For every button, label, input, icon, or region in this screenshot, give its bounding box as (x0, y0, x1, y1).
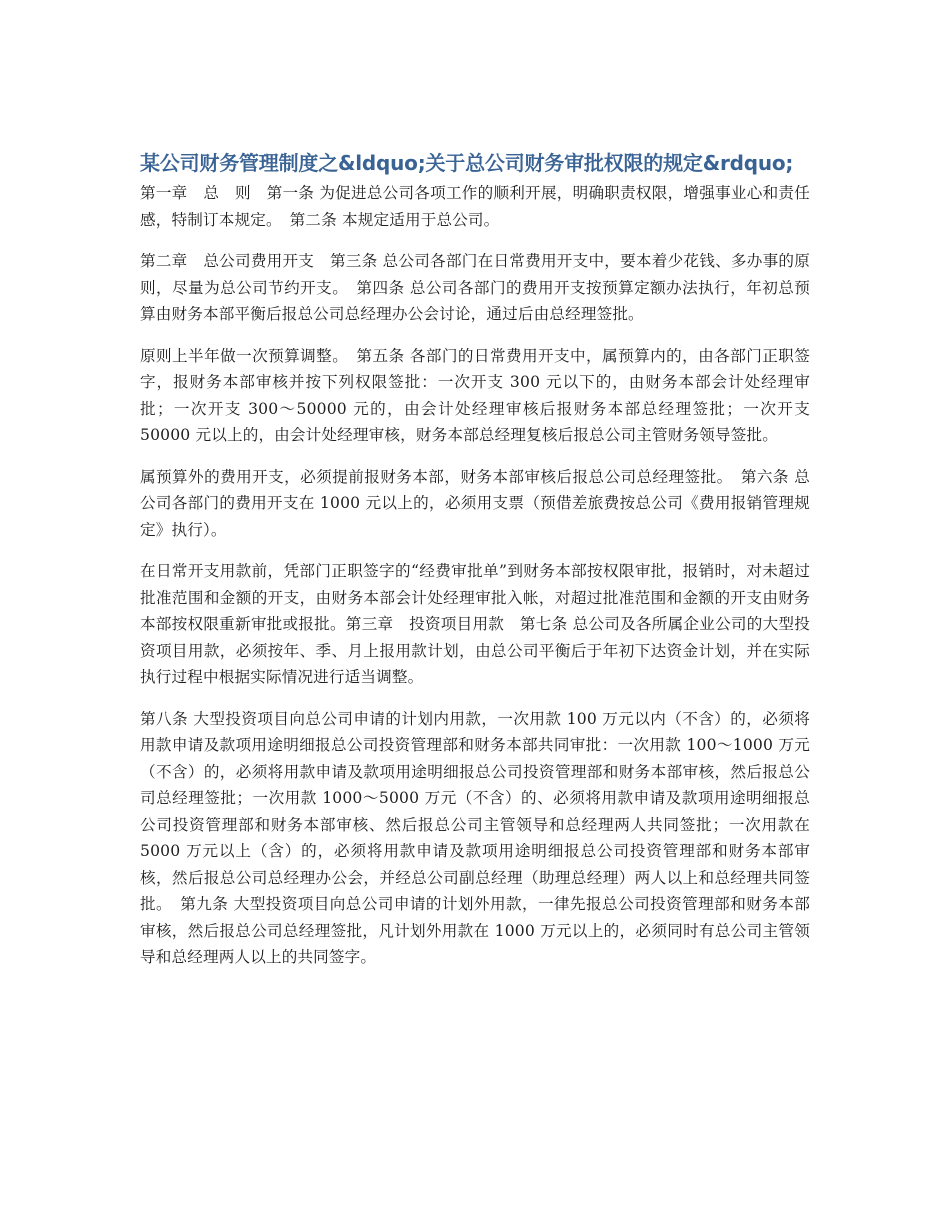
paragraph-1: 第一章 总 则 第一条 为促进总公司各项工作的顺利开展，明确职责权限，增强事业心和责任感，特制订本规定。 第二条 本规定适用于总公司。 (140, 184, 810, 229)
document-title: 某公司财务管理制度之&ldquo;关于总公司财务审批权限的规定&rdquo; (140, 151, 794, 175)
paragraph-3: 原则上半年做一次预算调整。 第五条 各部门的日常费用开支中，属预算内的，由各部门正职签字，报财务本部审核并按下列权限签批：一次开支 300 元以下的，由财务本部会计处经理审批；一次开支 300～50000 元的，由会计处经理审核后报财务本部总经理签批；一次开支 50000 元以上的，由会计处经理审核，财务本部总经理复核后报总公司主管财务领导签批。 (140, 346, 810, 444)
paragraph-6: 第八条 大型投资项目向总公司申请的计划内用款，一次用款 100 万元以内（不含）的，必须将用款申请及款项用途明细报总公司投资管理部和财务本部共同审批：一次用款 100～1000 万元（不含）的，必须将用款申请及款项用途明细报总公司投资管理部和财务本部审核，然后报总公司总经理签批；一次用款 1000～5000 万元（不含）的、必须将用款申请及款项用途明细报总公司投资管理部和财务本部审核、然后报总公司主管领导和总经理两人共同签批；一次用款在 5000 万元以上（含）的，必须将用款申请及款项用途明细报总公司投资管理部和财务本部审核，然后报总公司总经理办公会，并经总公司副总经理（助理总经理）两人以上和总经理共同签批。 第九条 大型投资项目向总公司申请的计划外用款，一律先报总公司投资管理部和财务本部审核，然后报总公司总经理签批，凡计划外用款在 1000 万元以上的，必须同时有总公司主管领导和总经理两人以上的共同签字。 (140, 709, 810, 966)
document-page (140, 148, 810, 986)
paragraph-5: 在日常开支用款前，凭部门正职签字的“经费审批单”到财务本部按权限审批，报销时，对未超过批准范围和金额的开支，由财务本部会计处经理审批入帐，对超过批准范围和金额的开支由财务本部按权限重新审批或报批。第三章 投资项目用款 第七条 总公司及各所属企业公司的大型投资项目用款，必须按年、季、月上报用款计划，由总公司平衡后于年初下达资金计划，并在实际执行过程中根据实际情况进行适当调整。 (140, 562, 810, 686)
paragraph-2: 第二章 总公司费用开支 第三条 总公司各部门在日常费用开支中，要本着少花钱、多办事的原则，尽量为总公司节约开支。 第四条 总公司各部门的费用开支按预算定额办法执行，年初总预算由财务本部平衡后报总公司总经理办公会讨论，通过后由总经理签批。 (140, 252, 810, 323)
paragraph-4: 属预算外的费用开支，必须提前报财务本部，财务本部审核后报总公司总经理签批。 第六条 总公司各部门的费用开支在 1000 元以上的，必须用支票（预借差旅费按总公司《费用报销管理规定》执行）。 (140, 467, 810, 539)
